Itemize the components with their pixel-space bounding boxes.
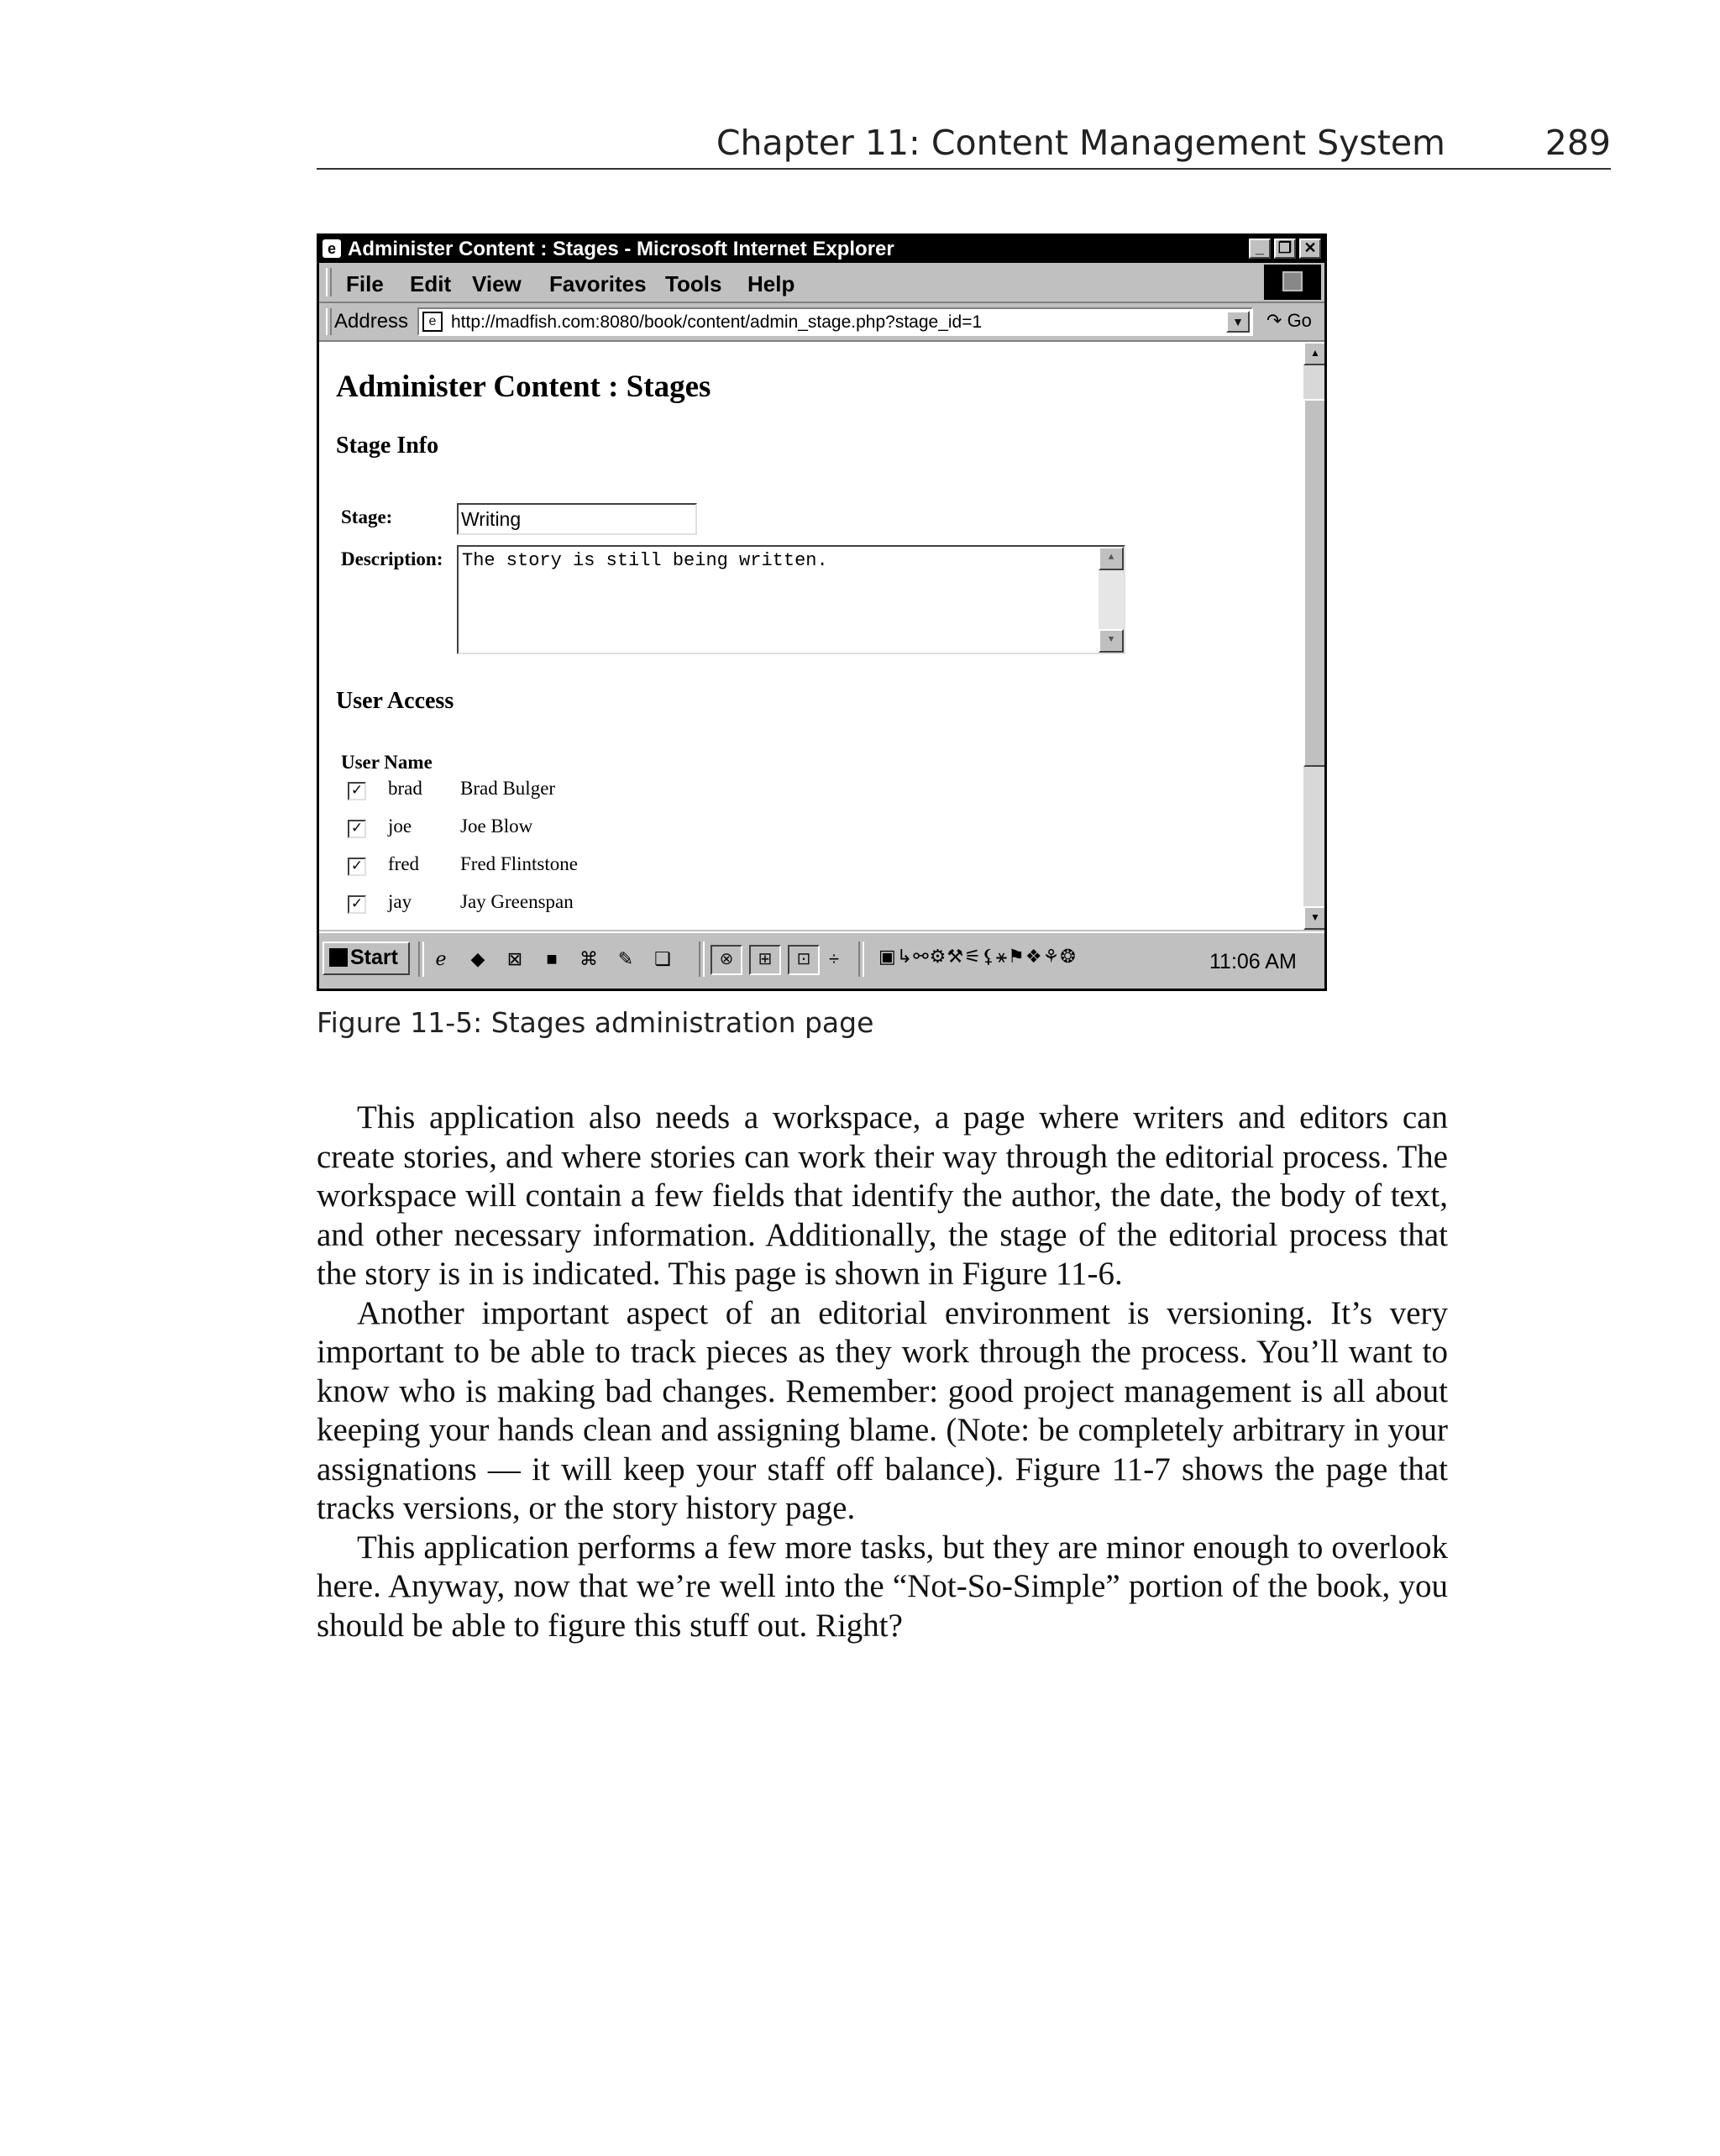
address-bar [319, 303, 1324, 343]
task-button-icon[interactable]: ⊗ [711, 945, 742, 975]
user-fullname: Brad Bulger [460, 778, 556, 799]
user-access-heading: User Access [336, 688, 454, 714]
windows-flag-icon [329, 948, 348, 967]
user-row [319, 812, 907, 842]
task-button-icon[interactable]: ⊡ [788, 945, 820, 975]
minimize-button[interactable]: _ [1249, 239, 1271, 259]
menu-view[interactable]: View [472, 271, 522, 296]
ie-icon: e [322, 239, 341, 258]
menu-file[interactable]: File [346, 271, 384, 296]
outlook-quicklaunch-icon[interactable]: ◆ [470, 948, 485, 969]
go-label: Go [1287, 310, 1312, 331]
stage-label: Stage: [341, 506, 393, 527]
go-button[interactable] [1266, 310, 1312, 332]
stage-info-heading: Stage Info [336, 433, 439, 459]
start-button[interactable] [322, 942, 410, 975]
notepad-quicklaunch-icon[interactable]: ✎ [617, 948, 634, 969]
user-username: brad [388, 778, 422, 799]
scroll-down-icon[interactable]: ▼ [1099, 629, 1124, 653]
page-scrollbar[interactable] [1303, 342, 1327, 930]
user-row [319, 850, 907, 880]
page-icon: e [422, 312, 443, 332]
body-text [317, 1099, 1448, 1645]
user-username: joe [388, 816, 412, 837]
user-fullname: Joe Blow [460, 816, 533, 837]
taskbar [319, 931, 1324, 990]
user-fullname: Fred Flintstone [460, 853, 578, 874]
toolbar-grip [326, 268, 332, 296]
paragraph: This application also needs a workspace, a page where writers and editors can create stories, and where stories can work their way through the editorial process. The workspace will contain a few fields that identify the author, the date, the body of text, and other necessary information. Additionally, the stage of the editorial process that the story is in is indicated. This page is shown in Figure 11-6. [317, 1099, 1448, 1292]
start-label: Start [350, 946, 398, 969]
description-text: The story is still being written. [462, 550, 828, 571]
user-name-header: User Name [341, 752, 433, 773]
task-button-icon[interactable]: ⊞ [749, 945, 781, 975]
user-row [319, 774, 907, 805]
running-head [317, 118, 1611, 170]
close-button[interactable]: ✕ [1299, 239, 1321, 259]
windows-logo-icon [1264, 265, 1321, 300]
description-textarea[interactable] [457, 545, 1125, 654]
page-title: Administer Content : Stages [336, 370, 711, 404]
menu-bar [319, 263, 1324, 303]
channels-quicklaunch-icon[interactable]: ⊠ [506, 948, 523, 969]
window-titlebar [319, 236, 1324, 263]
browser-screenshot [317, 233, 1327, 991]
paragraph: Another important aspect of an editorial environment is versioning. It’s very important to be able to track pieces as they work through the process. You’ll want to know who is making bad changes. Remember: good project management is all about keeping your hands clean and assigning blame. (Note: be completely arbitrary in your assignations — it will keep your staff off balance). Figure 11-7 shows the page that tracks versions, or the story history page. [317, 1294, 1448, 1526]
page-number: 289 [1544, 123, 1611, 163]
scroll-thumb[interactable] [1303, 399, 1327, 767]
user-checkbox[interactable]: ✓ [348, 782, 366, 800]
description-label: Description: [341, 548, 443, 569]
menu-favorites[interactable]: Favorites [549, 271, 647, 296]
paragraph: This application performs a few more tasks, but they are minor enough to overlook here. Anyway, now that we’re well into the “Not-So-Simple” portion of the book, you should be able to figure this stuff out. Right? [317, 1529, 1448, 1644]
restore-button[interactable]: ❐ [1274, 239, 1296, 259]
user-username: fred [388, 853, 420, 874]
chapter-title: Chapter 11: Content Management System [716, 123, 1445, 163]
window-title: Administer Content : Stages - Microsoft Internet Explorer [348, 238, 894, 260]
taskbar-separator [858, 942, 864, 977]
toolbar-grip [326, 308, 332, 335]
address-dropdown-button[interactable]: ▼ [1226, 311, 1250, 333]
task-scroll-icon[interactable]: ÷ [828, 948, 840, 969]
go-arrow-icon: ↷ [1266, 310, 1282, 331]
desktop-quicklaunch-icon[interactable]: ■ [546, 948, 558, 969]
taskbar-separator [699, 942, 705, 977]
taskbar-clock: 11:06 AM [1209, 950, 1297, 973]
ie-quicklaunch-icon[interactable]: ℯ [435, 948, 447, 969]
menu-help[interactable]: Help [747, 271, 795, 296]
address-input[interactable] [417, 307, 1253, 336]
url-text: http://madfish.com:8080/book/content/admin_stage.php?stage_id=1 [451, 312, 983, 332]
user-checkbox[interactable]: ✓ [348, 820, 366, 838]
app-quicklaunch-icon[interactable]: ❏ [654, 948, 671, 969]
menu-edit[interactable]: Edit [410, 271, 452, 296]
taskbar-separator [418, 942, 424, 977]
menu-tools[interactable]: Tools [665, 271, 722, 296]
address-label: Address [334, 310, 409, 333]
page-viewport [319, 342, 1303, 930]
user-checkbox[interactable]: ✓ [348, 895, 366, 914]
scroll-down-icon[interactable]: ▼ [1303, 906, 1327, 930]
system-tray-icons[interactable]: ▣↳⚯⚙⚒⚟⚸⚹⚑❖⚘❂ [878, 947, 1077, 968]
stage-input[interactable]: Writing [457, 503, 697, 535]
scroll-up-icon[interactable]: ▲ [1303, 342, 1327, 365]
explorer-quicklaunch-icon[interactable]: ⌘ [579, 948, 598, 969]
figure-caption: Figure 11-5: Stages administration page [317, 1006, 874, 1039]
textarea-scrollbar[interactable] [1099, 547, 1124, 653]
user-username: jay [388, 891, 412, 912]
user-fullname: Jay Greenspan [460, 891, 574, 912]
user-row [319, 888, 907, 918]
user-checkbox[interactable]: ✓ [348, 858, 366, 876]
scroll-up-icon[interactable]: ▲ [1099, 547, 1124, 570]
